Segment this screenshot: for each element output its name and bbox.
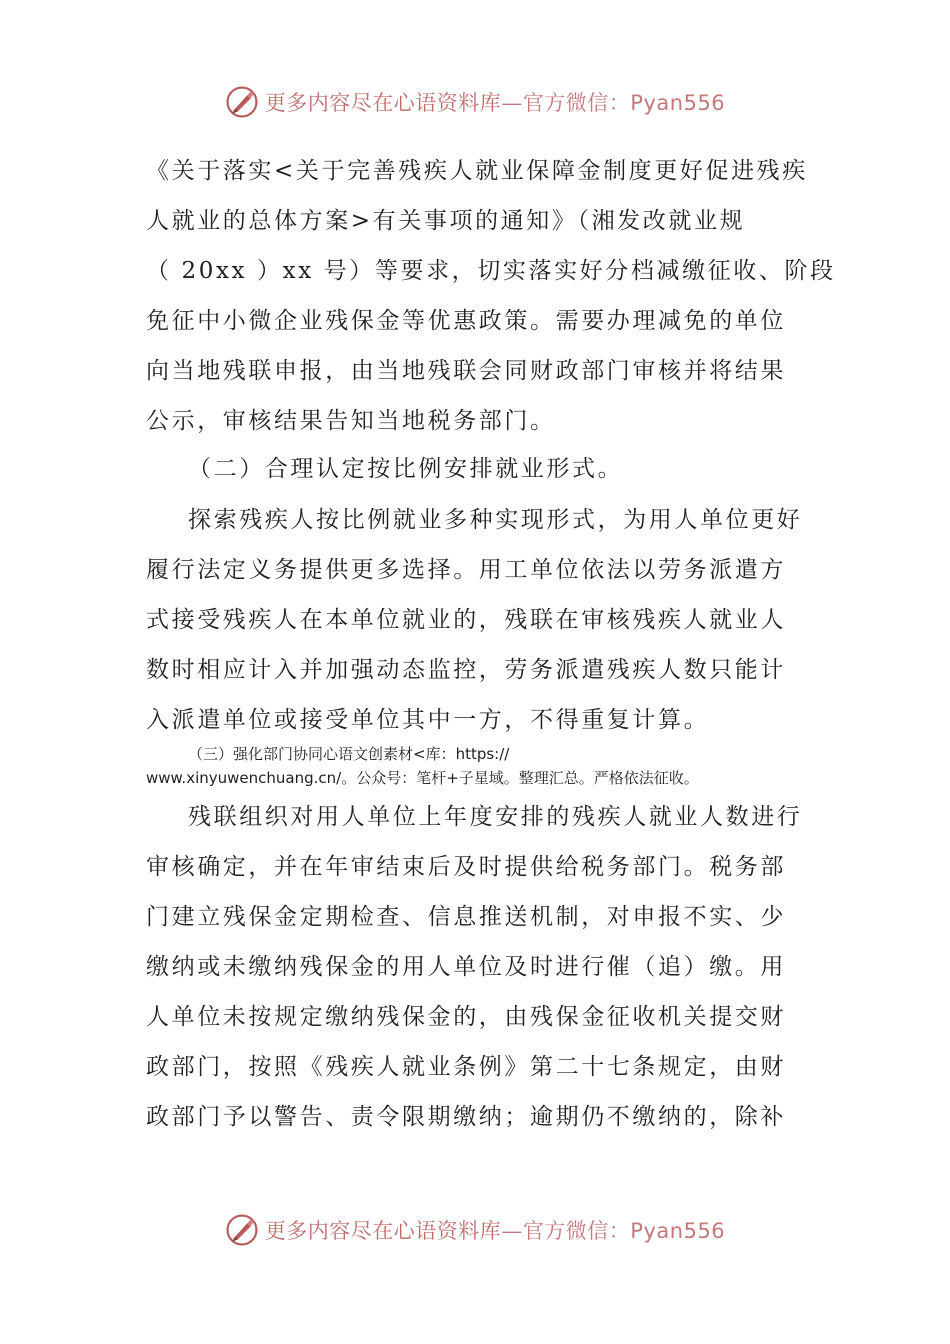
body-line: 人就业的总体方案>有关事项的通知》（湘发改就业规 [146,208,746,234]
body-line: 探索残疾人按比例就业多种实现形式，为用人单位更好 [188,507,803,533]
body-line: 《关于落实<关于完善残疾人就业保障金制度更好促进残疾 [146,158,808,184]
body-line: 数时相应计入并加强动态监控，劳务派遣残疾人数只能计 [146,657,786,683]
footer-banner [0,1208,950,1252]
banner-text: 更多内容尽在心语资料库—官方微信：Pyan556 [264,1219,726,1243]
body-line: 政部门予以警告、责令限期缴纳；逾期仍不缴纳的，除补 [146,1104,786,1130]
header-banner [0,80,950,124]
body-line: 人单位未按规定缴纳残保金的，由残保金征收机关提交财 [146,1004,786,1030]
body-line: 免征中小微企业残保金等优惠政策。需要办理减免的单位 [146,308,786,334]
body-line: 政部门，按照《残疾人就业条例》第二十七条规定，由财 [146,1054,786,1080]
body-line: 式接受残疾人在本单位就业的，残联在审核残疾人就业人 [146,607,786,633]
body-line: 残联组织对用人单位上年度安排的残疾人就业人数进行 [188,804,803,830]
section-heading: （二）合理认定按比例安排就业形式。 [188,456,624,482]
body-line: 公示，审核结果告知当地税务部门。 [146,408,556,434]
body-line: 履行法定义务提供更多选择。用工单位依法以劳务派遣方 [146,557,786,583]
body-line: 门建立残保金定期检查、信息推送机制，对申报不实、少 [146,904,786,930]
body-line: 入派遣单位或接受单位其中一方，不得重复计算。 [146,707,710,733]
banner-text: 更多内容尽在心语资料库—官方微信：Pyan556 [264,91,726,115]
watermark-line: www.xinyuwenchuang.cn/。公众号：笔杆+子星域。整理汇总。严格依法征收。 [146,769,699,787]
body-line: 审核确定，并在年审结束后及时提供给税务部门。税务部 [146,854,786,880]
pen-nib-logo-icon [225,1213,259,1247]
body-line: 向当地残联申报，由当地残联会同财政部门审核并将结果 [146,358,786,384]
body-line: （ 20xx ）xx 号）等要求，切实落实好分档减缴征收、阶段 [146,258,836,284]
body-line: 缴纳或未缴纳残保金的用人单位及时进行催（追）缴。用 [146,954,786,980]
pen-nib-logo-icon [225,85,259,119]
section-heading-small: （三）强化部门协同心语文创素材<库：https:// [188,745,510,763]
